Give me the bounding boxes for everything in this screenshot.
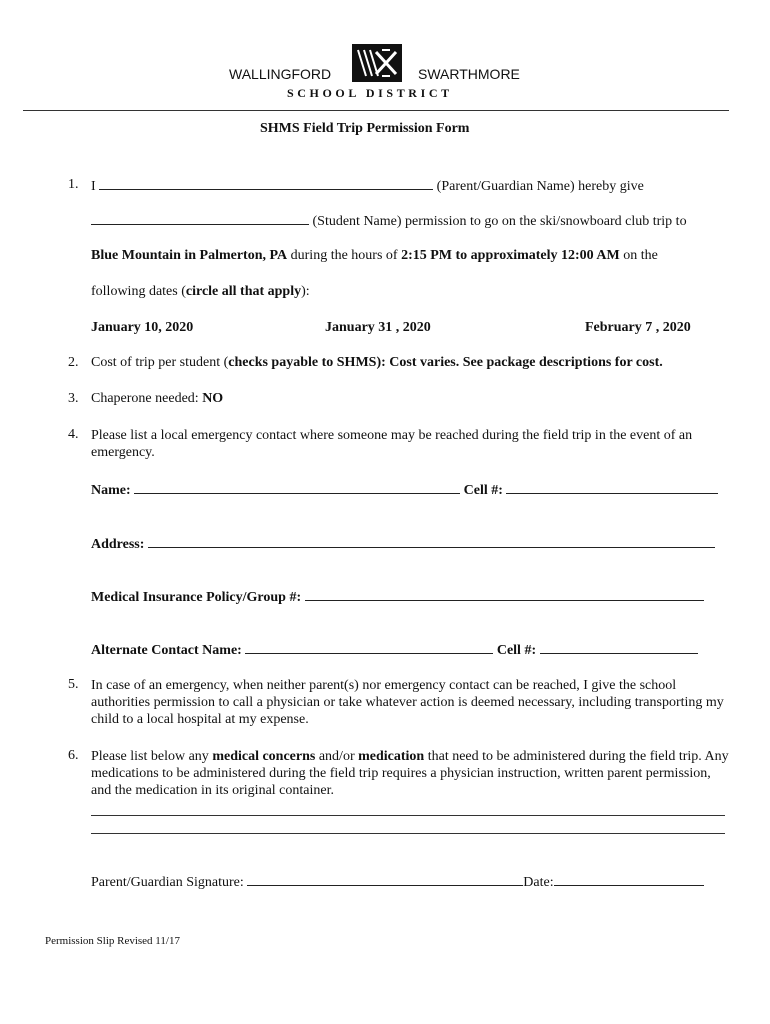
chaperone-label: Chaperone needed: — [91, 391, 203, 406]
medical-notes-line[interactable] — [91, 833, 725, 834]
trip-date-option[interactable]: February 7 , 2020 — [585, 320, 691, 335]
district-logo-icon — [352, 44, 402, 82]
hours-pre-text: during the hours of — [290, 248, 398, 263]
date-field[interactable] — [554, 873, 704, 886]
hours-post-text: on the — [623, 248, 658, 263]
emergency-contact-instruction: Please list a local emergency contact where someone may be reached during the field trip in the event of an emergency. — [91, 428, 693, 460]
district-subtitle: SCHOOL DISTRICT — [287, 86, 453, 100]
circle-all-text: circle all that apply — [185, 284, 302, 299]
footer-revision-note: Permission Slip Revised 11/17 — [45, 935, 180, 947]
district-name-left: WALLINGFORD — [229, 66, 332, 82]
medication-text: medication — [358, 749, 425, 764]
medical-pre-text: Please list below any — [91, 749, 213, 764]
item-1-lead: I — [91, 179, 96, 194]
student-name-row — [91, 212, 687, 230]
dates-instruction — [91, 284, 310, 300]
cost-text: Cost of trip per student ( — [91, 355, 229, 370]
chaperone-value: NO — [202, 391, 224, 406]
item-6-number: 6. — [68, 748, 79, 763]
trip-date-option[interactable]: January 10, 2020 — [91, 320, 194, 335]
parent-name-row — [91, 177, 644, 195]
student-name-field[interactable] — [91, 212, 309, 225]
alternate-contact-row — [91, 641, 698, 659]
parent-name-field[interactable] — [99, 177, 433, 190]
student-name-label: (Student Name) permission to go on the ski/snowboard club trip to — [312, 214, 687, 229]
insurance-field[interactable] — [305, 588, 704, 601]
header-divider — [23, 110, 729, 111]
item-5-number: 5. — [68, 677, 79, 692]
trip-hours: 2:15 PM to approximately 12:00 AM — [401, 248, 620, 263]
item-1-number: 1. — [68, 177, 79, 192]
parent-name-label: (Parent/Guardian Name) hereby give — [436, 179, 644, 194]
signature-field[interactable] — [247, 873, 523, 886]
alternate-name-field[interactable] — [245, 641, 493, 654]
address-label: Address: — [91, 537, 145, 552]
trip-details-row — [91, 248, 658, 264]
emergency-authorization-text: In case of an emergency, when neither parent(s) nor emergency contact can be reached, I give the school authorities permission to call a physician or take whatever action is deemed necessary, including transporting my child to a local hospital at my expense. — [91, 678, 724, 727]
emergency-name-label: Name: — [91, 483, 131, 498]
district-name-right: SWARTHMORE — [418, 66, 520, 82]
dates-post-text: ): — [301, 284, 310, 299]
cost-row — [91, 355, 663, 371]
emergency-name-row — [91, 481, 718, 499]
item-4-number: 4. — [68, 427, 79, 442]
trip-date-option[interactable]: January 31 , 2020 — [325, 320, 431, 335]
insurance-label: Medical Insurance Policy/Group #: — [91, 590, 302, 605]
form-title: SHMS Field Trip Permission Form — [260, 121, 470, 136]
alternate-cell-field[interactable] — [540, 641, 698, 654]
alternate-name-label: Alternate Contact Name: — [91, 643, 242, 658]
trip-location: Blue Mountain in Palmerton, PA — [91, 248, 288, 263]
medical-notes-line[interactable] — [91, 815, 725, 816]
insurance-row — [91, 588, 704, 606]
medical-instruction — [91, 748, 731, 799]
address-row — [91, 535, 715, 553]
signature-row — [91, 873, 704, 891]
item-2-number: 2. — [68, 355, 79, 370]
emergency-cell-label: Cell #: — [463, 483, 503, 498]
medical-mid-text: and/or — [315, 749, 359, 764]
emergency-name-field[interactable] — [134, 481, 460, 494]
emergency-cell-field[interactable] — [506, 481, 718, 494]
signature-label: Parent/Guardian Signature: — [91, 875, 244, 890]
item-3-number: 3. — [68, 391, 79, 406]
address-field[interactable] — [148, 535, 715, 548]
cost-bold-text: checks payable to SHMS): Cost varies. See package descriptions for cost. — [228, 355, 663, 370]
chaperone-row — [91, 391, 223, 407]
date-label: Date: — [523, 875, 554, 890]
alternate-cell-label: Cell #: — [496, 643, 537, 658]
dates-pre-text: following dates ( — [91, 284, 186, 299]
medical-concerns-text: medical concerns — [212, 749, 316, 764]
medical-post-text: that need to be administered during the field trip. Any medications to be administered during the field trip requires a physician instruction, written parent permission, and the medication in its original container. — [91, 749, 729, 798]
